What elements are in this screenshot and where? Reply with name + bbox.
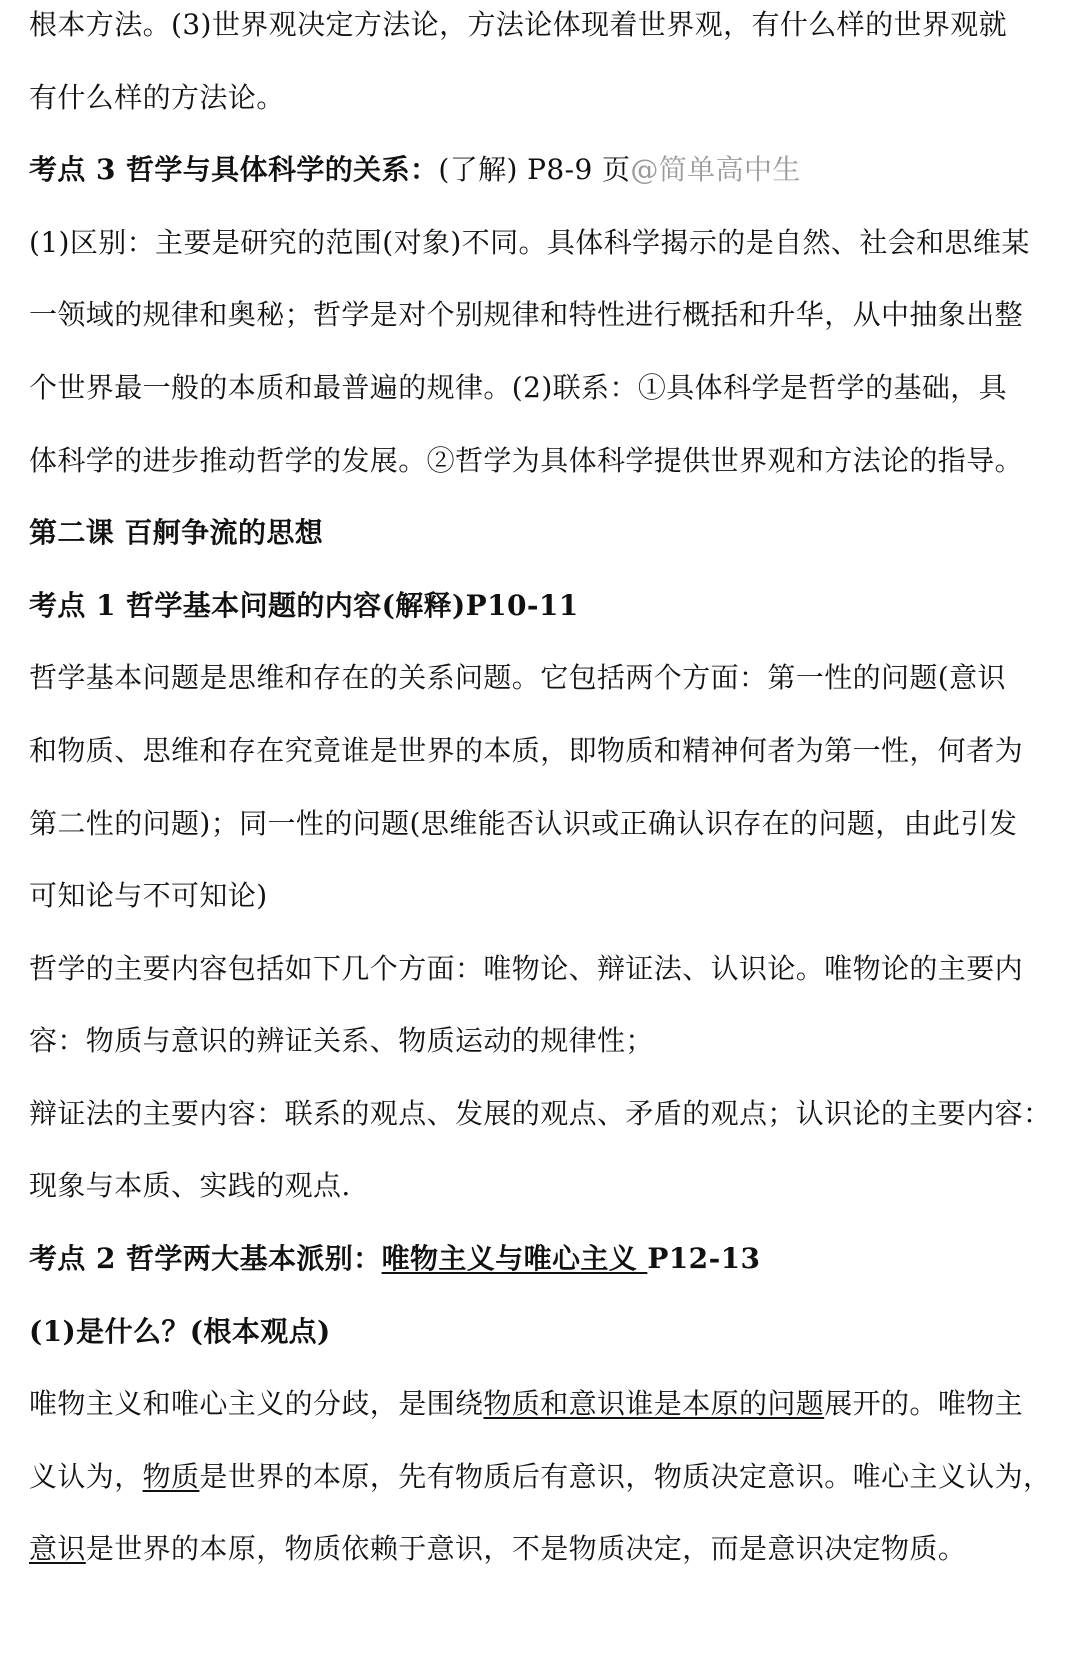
text-segment: 有什么样的方法论。 (29, 81, 285, 114)
text-line (29, 878, 1059, 914)
underlined-text: 物质和意识谁是本原的问题 (483, 1387, 825, 1420)
text-line (29, 297, 1059, 333)
text-segment: 根本方法。(3)世界观决定方法论，方法论体现着世界观，有什么样的世界观就 (29, 8, 1008, 41)
heading-label: 考点 2 哲学两大基本派别： (29, 1242, 382, 1275)
text-segment: 体科学的进步推动哲学的发展。②哲学为具体科学提供世界观和方法论的指导。 (29, 444, 1024, 477)
text-line (29, 7, 1059, 43)
text-segment: 个世界最一般的本质和最普遍的规律。(2)联系：①具体科学是哲学的基础，具 (29, 371, 1008, 404)
text-segment: 现象与本质、实践的观点. (29, 1169, 351, 1202)
watermark: @简单高中生 (630, 153, 801, 186)
lesson-heading (29, 515, 1059, 551)
text-segment: 容：物质与意识的辨证关系、物质运动的规律性； (29, 1024, 654, 1057)
text-segment: 哲学的主要内容包括如下几个方面：唯物论、辩证法、认识论。唯物论的主要内 (29, 952, 1024, 985)
text-segment: (1)是什么？(根本观点) (29, 1315, 331, 1348)
text-line (29, 660, 1059, 696)
text-segment: 展开的。唯物主 (824, 1387, 1024, 1420)
text-line (29, 1459, 1059, 1495)
text-line (29, 1386, 1059, 1422)
text-line (29, 1096, 1059, 1132)
text-segment: 唯物主义和唯心主义的分歧，是围绕 (29, 1387, 484, 1420)
text-segment: 义认为， (29, 1460, 143, 1493)
text-segment: 第二课 百舸争流的思想 (29, 516, 324, 549)
text-segment: 是世界的本原，物质依赖于意识，不是物质决定，而是意识决定物质。 (85, 1532, 967, 1565)
text-line (29, 1531, 1059, 1567)
page-reference: P12-13 (647, 1242, 761, 1275)
text-line (29, 951, 1059, 987)
text-line (29, 80, 1059, 116)
text-segment: 第二性的问题)；同一性的问题(思维能否认识或正确认识存在的问题，由此引发 (29, 807, 1018, 840)
text-segment: 一领域的规律和奥秘；哲学是对个别规律和特性进行概括和升华，从中抽象出整 (29, 298, 1024, 331)
text-line (29, 806, 1059, 842)
text-segment: 可知论与不可知论) (29, 879, 268, 912)
text-line (29, 370, 1059, 406)
underlined-topic: 唯物主义与唯心主义 (381, 1242, 648, 1275)
text-segment: 考点 1 哲学基本问题的内容(解释)P10-11 (29, 589, 579, 622)
text-segment: 是世界的本原，先有物质后有意识，物质决定意识。唯心主义认为， (199, 1460, 1052, 1493)
section-heading (29, 588, 1059, 624)
text-line (29, 225, 1059, 261)
section-heading (29, 152, 1059, 188)
heading-label: 考点 3 哲学与具体科学的关系： (29, 153, 439, 186)
subsection-heading (29, 1314, 1059, 1350)
text-line (29, 443, 1059, 479)
text-line (29, 1168, 1059, 1204)
text-segment: 和物质、思维和存在究竟谁是世界的本质，即物质和精神何者为第一性，何者为 (29, 734, 1024, 767)
text-segment: 辩证法的主要内容：联系的观点、发展的观点、矛盾的观点；认识论的主要内容： (29, 1097, 1052, 1130)
section-heading (29, 1241, 1059, 1277)
text-segment: (1)区别：主要是研究的范围(对象)不同。具体科学揭示的是自然、社会和思维某 (29, 226, 1030, 259)
underlined-text: 物质 (142, 1460, 200, 1493)
text-segment: 哲学基本问题是思维和存在的关系问题。它包括两个方面：第一性的问题(意识 (29, 661, 1006, 694)
underlined-text: 意识 (29, 1532, 86, 1565)
text-line (29, 1023, 1059, 1059)
page-reference: (了解) P8-9 页 (438, 153, 631, 186)
text-line (29, 733, 1059, 769)
